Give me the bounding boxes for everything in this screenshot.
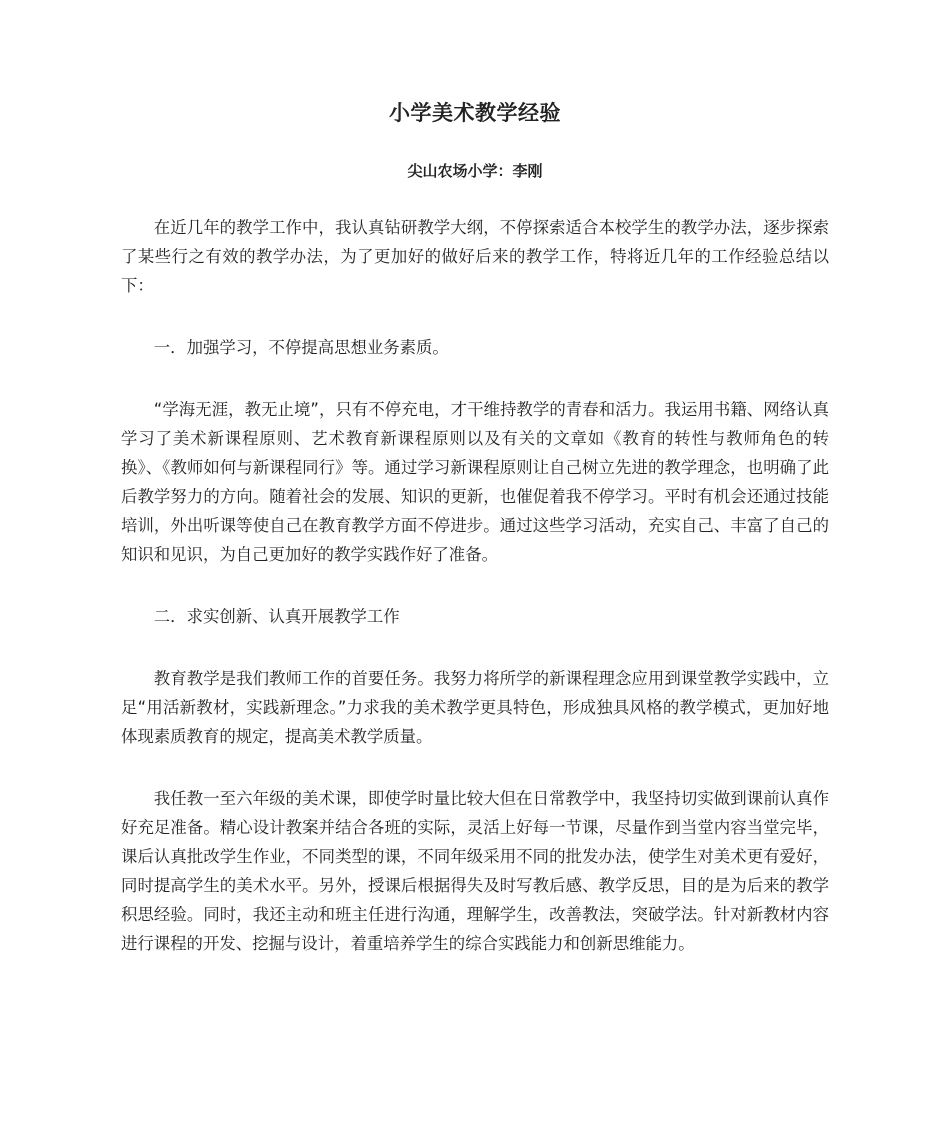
document-title: 小学美术教学经验 [389, 101, 561, 125]
section-1-heading: 一．加强学习，不停提高思想业务素质。 [153, 338, 449, 357]
section-2-paragraph-1: 教育教学是我们教师工作的首要任务。我努力将所学的新课程理念应用到课堂教学实践中，立足“用活新教材，实践新理念。”力求我的美术教学更具特色，形成独具风格的教学模式，更加好地体现素质教育的规定，提高美术教学质量。 [121, 669, 829, 746]
section-2-paragraph-2: 我任教一至六年级的美术课，即使学时量比较大但在日常教学中，我坚持切实做到课前认真作好充足准备。精心设计教案并结合各班的实际，灵活上好每一节课，尽量作到当堂内容当堂完毕，课后认真批改学生作业，不同类型的课，不同年级采用不同的批发办法，使学生对美术更有爱好，同时提高学生的美术水平。另外，授课后根据得失及时写教后感、教学反思，目的是为后来的教学积思经验。同时，我还主动和班主任进行沟通，理解学生，改善教法，突破学法。针对新教材内容进行课程的开发、挖掘与设计，着重培养学生的综合实践能力和创新思维能力。 [121, 789, 829, 953]
author-line: 尖山农场小学：李刚 [407, 162, 543, 180]
section-1-paragraph: “学海无涯，教无止境”，只有不停充电，才干维持教学的青春和活力。我运用书籍、网络认真学习了美术新课程原则、艺术教育新课程原则以及有关的文章如《教育的转性与教师角色的转换》、《教师如何与新课程同行》等。通过学习新课程原则让自己树立先进的教学理念，也明确了此后教学努力的方向。随着社会的发展、知识的更新，也催促着我不停学习。平时有机会还通过技能培训，外出听课等使自己在教育教学方面不停进步。通过这些学习活动，充实自己、丰富了自己的知识和见识，为自己更加好的教学实践作好了准备。 [121, 400, 829, 564]
intro-paragraph: 在近几年的教学工作中，我认真钻研教学大纲，不停探索适合本校学生的教学办法，逐步探索了某些行之有效的教学办法，为了更加好的做好后来的教学工作，特将近几年的工作经验总结以下： [121, 218, 829, 295]
document-body [121, 96, 829, 958]
section-2-heading: 二．求实创新、认真开展教学工作 [153, 607, 400, 626]
